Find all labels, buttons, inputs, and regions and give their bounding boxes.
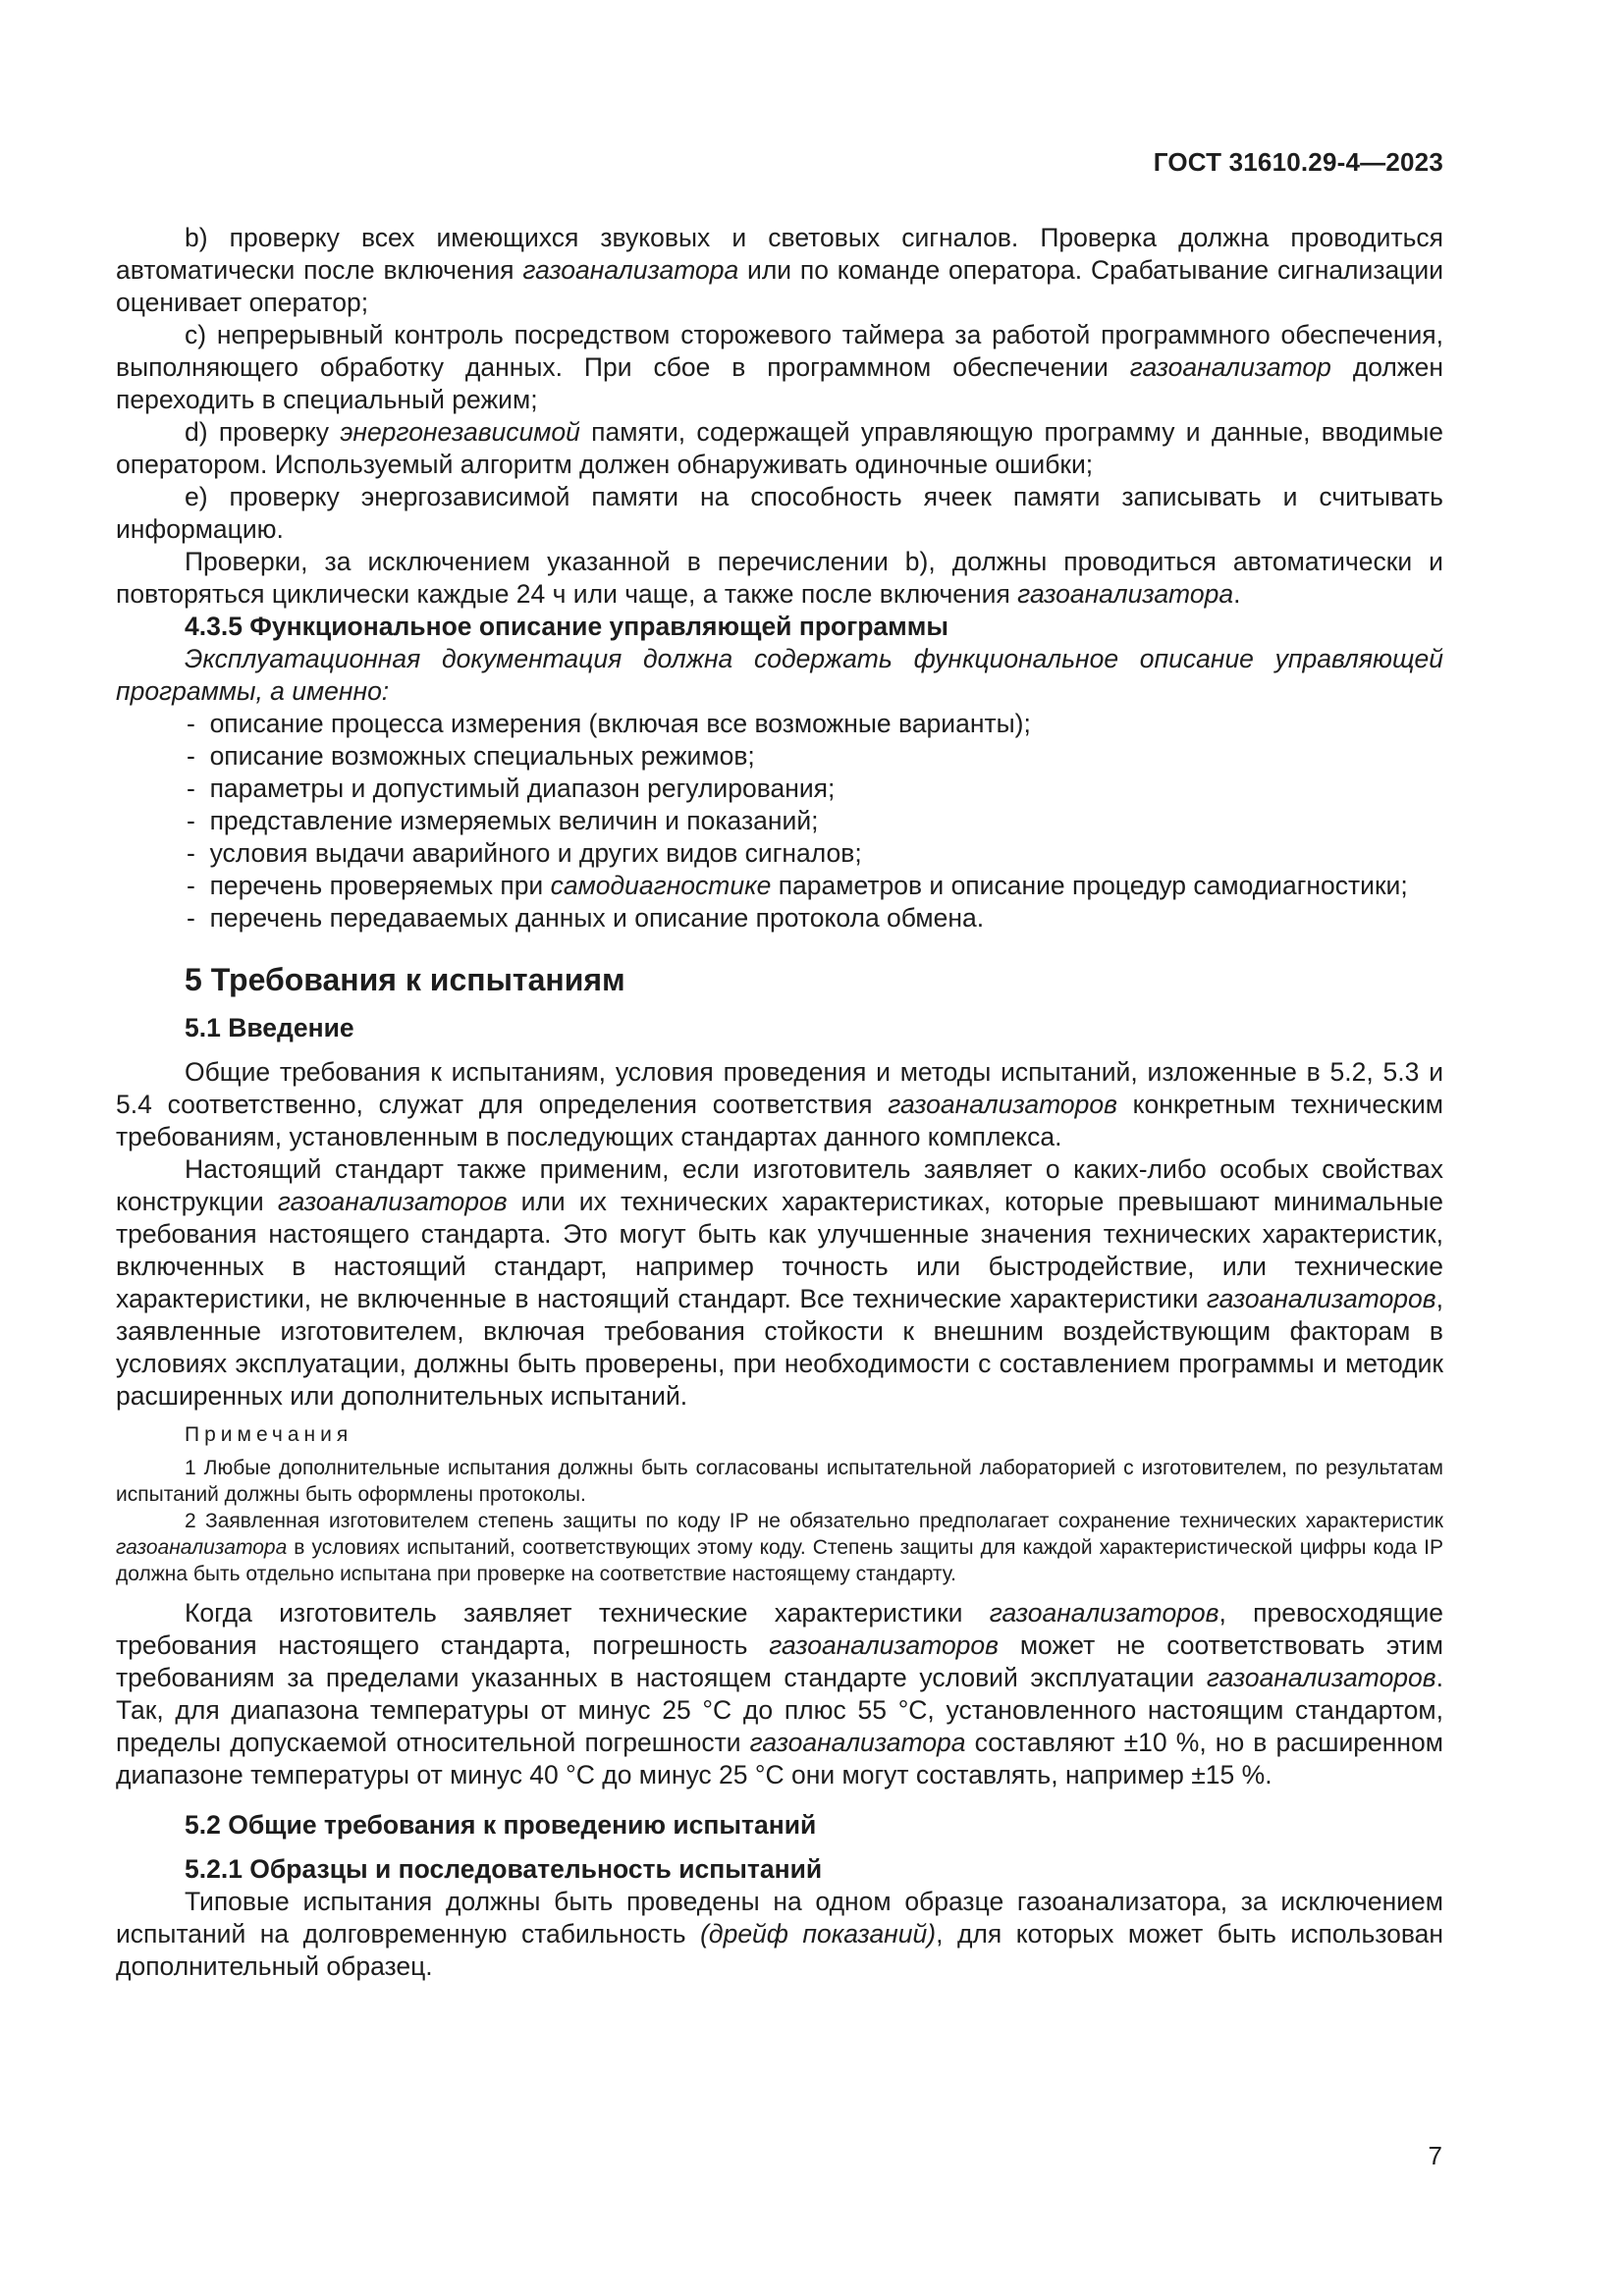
section-5-1-heading: 5.1 Введение	[185, 1013, 354, 1042]
functional-description-list	[116, 708, 1443, 934]
document-code-header: ГОСТ 31610.29-4—2023	[1153, 147, 1443, 177]
section-5-2-1-paragraph: Типовые испытания должны быть проведены на одном образце газоанализатора, за исключением испытаний на долговременную стабильность (дрейф показаний), для которых может быть использован дополнительный образец.	[116, 1887, 1444, 1981]
list-item-d: d) проверку энергонезависимой памяти, содержащей управляющую программу и данные, вводимые оператором. Используемый алгоритм должен обнаруживать одиночные ошибки;	[116, 417, 1444, 479]
checks-paragraph: Проверки, за исключением указанной в перечислении b), должны проводиться автоматически и повторяться циклически каждые 24 ч или чаще, а также после включения газоанализатора.	[116, 547, 1443, 609]
page-number: 7	[1428, 2141, 1442, 2170]
section-5-1-paragraph-1: Общие требования к испытаниям, условия проведения и методы испытаний, изложенные в 5.2, 5.3 и 5.4 соответственно, служат для определения соответствия газоанализаторов конкретным техническим требованиям, установленным в последующих стандартах данного комплекса.	[116, 1057, 1443, 1151]
list-item: - описание возможных специальных режимов;	[116, 740, 1443, 773]
list-item-e: e) проверку энергозависимой памяти на способность ячеек памяти записывать и считывать информацию.	[116, 482, 1443, 544]
list-item: - представление измеряемых величин и показаний;	[116, 805, 1443, 837]
document-body	[116, 222, 1443, 1983]
list-item: - параметры и допустимый диапазон регулирования;	[116, 773, 1443, 805]
section-4-3-5-intro: Эксплуатационная документация должна содержать функциональное описание управляющей программы, а именно:	[116, 644, 1443, 706]
section-5-heading: 5 Требования к испытаниям	[185, 962, 625, 997]
list-item: - перечень передаваемых данных и описание протокола обмена.	[116, 902, 1443, 934]
section-5-2-heading: 5.2 Общие требования к проведению испытаний	[185, 1810, 817, 1840]
note-2: 2 Заявленная изготовителем степень защиты по коду IP не обязательно предполагает сохранение технических характеристик газоанализатора в условиях испытаний, соответствующих этому коду. Степень защиты для каждой характеристической цифры кода IP должна быть отдельно испытана при проверке на соответствие настоящему стандарту.	[116, 1510, 1443, 1585]
notes-heading: Примечания	[185, 1423, 353, 1446]
note-1: 1 Любые дополнительные испытания должны быть согласованы испытательной лабораторией с изготовителем, по результатам испытаний должны быть оформлены протоколы.	[116, 1457, 1443, 1506]
section-4-3-5-heading: 4.3.5 Функциональное описание управляющей программы	[185, 612, 949, 641]
section-5-1-paragraph-2: Настоящий стандарт также применим, если изготовитель заявляет о каких-либо особых свойствах конструкции газоанализаторов или их технических характеристиках, которые превышают минимальные требования настоящего стандарта. Это могут быть как улучшенные значения технических характеристик, включенных в настоящий стандарт, например точность или быстродействие, или технические характеристики, не включенные в настоящий стандарт. Все технические характеристики газоанализаторов, заявленные изготовителем, включая требования стойкости к внешним воздействующим факторам в условиях эксплуатации, должны быть проверены, при необходимости с составлением программы и методик расширенных или дополнительных испытаний.	[116, 1154, 1443, 1411]
section-5-1-paragraph-3: Когда изготовитель заявляет технические характеристики газоанализаторов, превосходящие требования настоящего стандарта, погрешность газоанализаторов может не соответствовать этим требованиям за пределами указанных в настоящем стандарте условий эксплуатации газоанализаторов. Так, для диапазона температуры от минус 25 °С до плюс 55 °С, установленного настоящим стандартом, пределы допускаемой относительной погрешности газоанализатора составляют ±10 %, но в расширенном диапазоне температуры от минус 40 °С до минус 25 °С они могут составлять, например ±15 %.	[116, 1598, 1444, 1789]
list-item: - перечень проверяемых при самодиагностике параметров и описание процедур самодиагностики;	[116, 870, 1443, 902]
list-item: - условия выдачи аварийного и других видов сигналов;	[116, 837, 1443, 870]
list-item: - описание процесса измерения (включая все возможные варианты);	[116, 708, 1443, 740]
list-item-c: c) непрерывный контроль посредством сторожевого таймера за работой программного обеспечения, выполняющего обработку данных. При сбое в программном обеспечении газоанализатор должен переходить в специальный режим;	[116, 320, 1443, 414]
list-item-b: b) проверку всех имеющихся звуковых и световых сигналов. Проверка должна проводиться автоматически после включения газоанализатора или по команде оператора. Срабатывание сигнализации оценивает оператор;	[116, 223, 1443, 317]
section-5-2-1-heading: 5.2.1 Образцы и последовательность испытаний	[185, 1854, 823, 1884]
